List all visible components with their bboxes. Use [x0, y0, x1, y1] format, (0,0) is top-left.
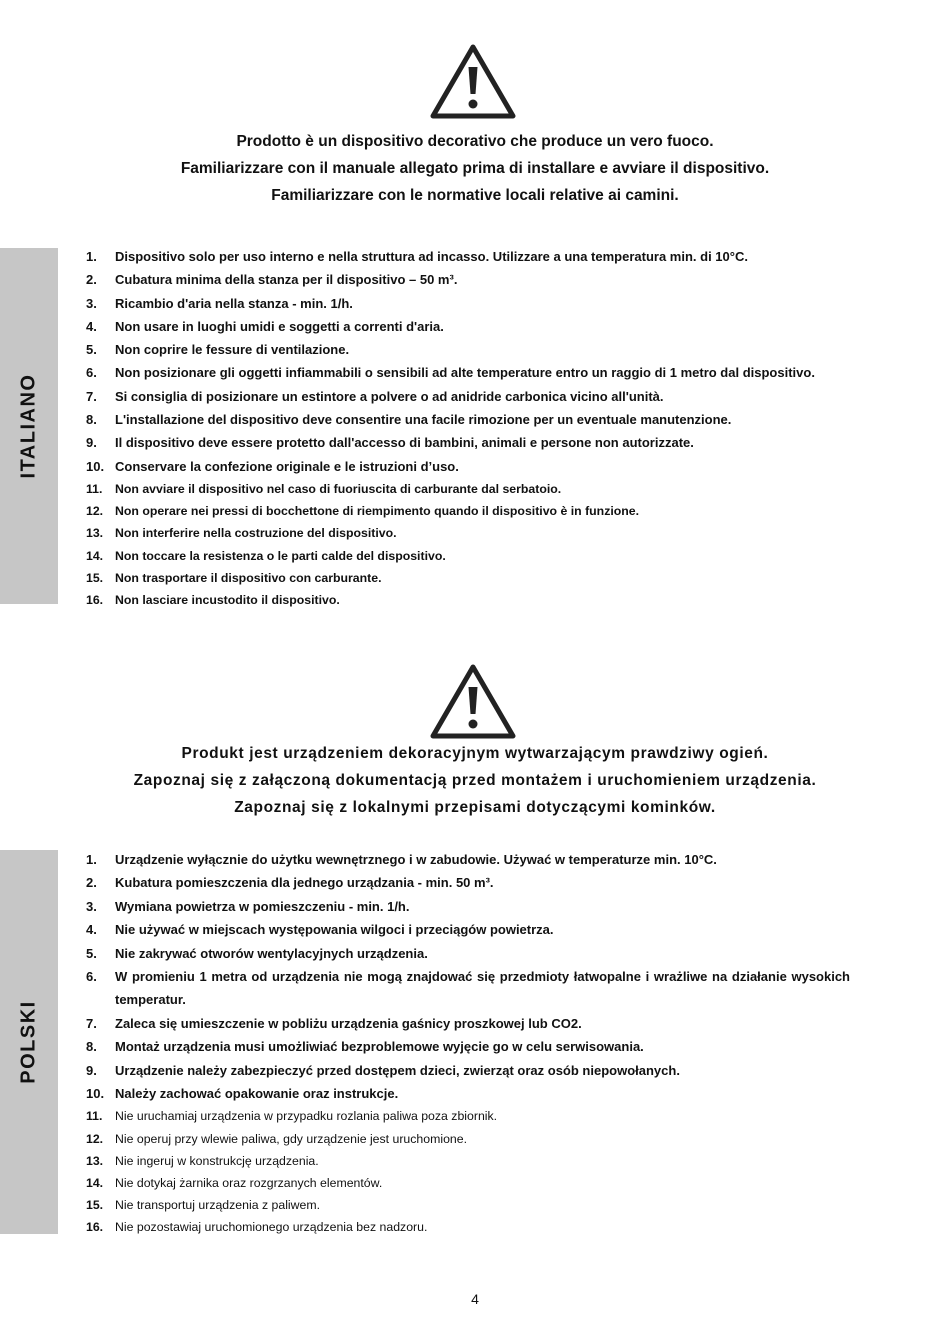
item-number: 1. — [86, 852, 97, 867]
item-number: 6. — [86, 365, 97, 381]
item-text: Nie dotykaj żarnika oraz rozgrzanych elementów. — [115, 1175, 383, 1190]
italian-intro — [0, 128, 950, 209]
item-text: Non usare in luoghi umidi e soggetti a correnti d'aria. — [115, 318, 444, 334]
item-number: 13. — [86, 526, 104, 541]
item-text: Non avviare il dispositivo nel caso di fuoriuscita di carburante dal serbatoio. — [115, 481, 562, 496]
list-item — [86, 848, 850, 871]
item-text: Urządzenie należy zabezpieczyć przed dostępem dzieci, zwierząt oraz osób niepowołanych. — [115, 1062, 680, 1078]
language-tab-italiano — [0, 248, 58, 604]
item-text: Non operare nei pressi di bocchettone di riempimento quando il dispositivo è in funzione. — [115, 504, 640, 519]
item-text: W promieniu 1 metra od urządzenia nie mogą znajdować się przedmioty łatwopalne i wrażliwe na działanie wysokich temperatur. — [115, 968, 850, 1008]
item-number: 10. — [86, 458, 105, 474]
list-item — [86, 1105, 850, 1127]
list-item — [86, 545, 850, 567]
item-text: Nie pozostawiaj uruchomionego urządzenia bez nadzoru. — [115, 1220, 428, 1235]
item-text: Zaleca się umieszczenie w pobliżu urządzenia gaśnicy proszkowej lub CO2. — [115, 1015, 582, 1031]
intro-line: Familiarizzare con le normative locali relative ai camini. — [271, 187, 679, 204]
item-number: 10. — [86, 1085, 105, 1101]
list-item — [86, 361, 850, 384]
list-item — [86, 385, 850, 408]
item-text: Il dispositivo deve essere protetto dall'accesso di bambini, animali e persone non autorizzate. — [115, 435, 694, 451]
list-item — [86, 315, 850, 338]
item-text: Non coprire le fessure di ventilazione. — [115, 342, 350, 358]
list-item — [86, 245, 850, 268]
item-number: 1. — [86, 249, 97, 264]
list-item — [86, 1150, 850, 1172]
item-text: Nie uruchamiaj urządzenia w przypadku rozlania paliwa poza zbiornik. — [115, 1109, 498, 1124]
item-number: 2. — [86, 272, 97, 288]
list-item — [86, 1128, 850, 1150]
item-number: 9. — [86, 435, 97, 451]
list-item — [86, 1172, 850, 1194]
list-item — [86, 965, 850, 1012]
item-text: Należy zachować opakowanie oraz instrukcje. — [115, 1085, 399, 1101]
list-item — [86, 1012, 850, 1035]
item-number: 15. — [86, 1198, 104, 1213]
list-item — [86, 918, 850, 941]
item-text: Nie używać w miejscach występowania wilgoci i przeciągów powietrza. — [115, 922, 554, 938]
warning-triangle-icon — [429, 662, 517, 740]
item-text: Non toccare la resistenza o le parti calde del dispositivo. — [115, 548, 446, 563]
polish-safety-list — [86, 848, 850, 1238]
list-item — [86, 871, 850, 894]
item-number: 14. — [86, 1175, 104, 1190]
item-text: Nie zakrywać otworów wentylacyjnych urządzenia. — [115, 945, 428, 961]
intro-line: Prodotto è un dispositivo decorativo che produce un vero fuoco. — [236, 133, 714, 150]
intro-line: Zapoznaj się z lokalnymi przepisami dotyczącymi kominków. — [234, 799, 716, 816]
language-tab-polski — [0, 850, 58, 1234]
item-number: 12. — [86, 504, 104, 519]
list-item — [86, 1059, 850, 1082]
item-text: Dispositivo solo per uso interno e nella struttura ad incasso. Utilizzare a una temperatura min. di 10°C. — [115, 249, 748, 264]
item-text: Nie ingeruj w konstrukcję urządzenia. — [115, 1153, 319, 1168]
item-number: 8. — [86, 1039, 97, 1055]
list-item — [86, 1082, 850, 1105]
item-number: 6. — [86, 968, 97, 984]
language-tab-label: POLSKI — [17, 1000, 40, 1084]
item-number: 12. — [86, 1131, 104, 1146]
item-number: 5. — [86, 945, 97, 961]
item-text: Non trasportare il dispositivo con carburante. — [115, 570, 382, 585]
item-number: 3. — [86, 295, 97, 311]
list-item — [86, 1035, 850, 1058]
list-item — [86, 522, 850, 544]
item-number: 9. — [86, 1062, 97, 1078]
item-text: Si consiglia di posizionare un estintore a polvere o ad anidride carbonica vicino all'unità. — [115, 388, 664, 404]
item-number: 16. — [86, 1220, 104, 1235]
list-item — [86, 1194, 850, 1216]
item-number: 5. — [86, 342, 97, 358]
item-number: 4. — [86, 318, 97, 334]
item-text: Nie transportuj urządzenia z paliwem. — [115, 1198, 321, 1213]
item-text: Wymiana powietrza w pomieszczeniu - min. 1/h. — [115, 898, 410, 914]
item-number: 11. — [86, 1109, 103, 1124]
item-number: 4. — [86, 922, 97, 938]
italian-safety-list — [86, 245, 850, 611]
intro-line: Familiarizzare con il manuale allegato prima di installare e avviare il dispositivo. — [180, 160, 770, 177]
list-item — [86, 292, 850, 315]
item-number: 8. — [86, 412, 97, 428]
item-text: Non interferire nella costruzione del dispositivo. — [115, 526, 397, 541]
intro-line: Zapoznaj się z załączoną dokumentacją przed montażem i uruchomieniem urządzenia. — [133, 772, 817, 789]
page-number: 4 — [471, 1291, 479, 1307]
item-text: Urządzenie wyłącznie do użytku wewnętrznego i w zabudowie. Używać w temperaturze min. 10°C. — [115, 852, 717, 867]
item-text: Cubatura minima della stanza per il dispositivo – 50 m³. — [115, 272, 458, 288]
list-item — [86, 268, 850, 291]
item-number: 2. — [86, 875, 97, 891]
list-item — [86, 942, 850, 965]
list-item — [86, 589, 850, 611]
language-tab-label: ITALIANO — [17, 373, 40, 479]
item-number: 14. — [86, 548, 104, 563]
item-number: 7. — [86, 388, 97, 404]
item-text: Nie operuj przy wlewie paliwa, gdy urządzenie jest uruchomione. — [115, 1131, 468, 1146]
list-item — [86, 500, 850, 522]
item-text: Ricambio d'aria nella stanza - min. 1/h. — [115, 295, 353, 311]
item-number: 3. — [86, 898, 97, 914]
list-item — [86, 895, 850, 918]
item-number: 16. — [86, 592, 104, 607]
item-number: 15. — [86, 570, 104, 585]
item-number: 7. — [86, 1015, 97, 1031]
list-item — [86, 1216, 850, 1238]
intro-line: Produkt jest urządzeniem dekoracyjnym wytwarzającym prawdziwy ogień. — [181, 745, 769, 762]
item-text: Kubatura pomieszczenia dla jednego urządzania - min. 50 m³. — [115, 875, 494, 891]
list-item — [86, 455, 850, 478]
item-text: Non lasciare incustodito il dispositivo. — [115, 592, 340, 607]
item-text: Non posizionare gli oggetti infiammabili o sensibili ad alte temperature entro un raggio di 1 metro dal dispositivo. — [115, 365, 815, 381]
item-text: Montaż urządzenia musi umożliwiać bezproblemowe wyjęcie go w celu serwisowania. — [115, 1039, 644, 1055]
list-item — [86, 567, 850, 589]
warning-triangle-icon — [429, 42, 517, 120]
list-item — [86, 431, 850, 454]
list-item — [86, 408, 850, 431]
list-item — [86, 338, 850, 361]
polish-intro — [0, 740, 950, 821]
item-text: Conservare la confezione originale e le istruzioni d’uso. — [115, 458, 459, 474]
item-text: L'installazione del dispositivo deve consentire una facile rimozione per un eventuale manutenzione. — [115, 412, 732, 428]
list-item — [86, 478, 850, 500]
item-number: 11. — [86, 481, 103, 496]
item-number: 13. — [86, 1153, 104, 1168]
